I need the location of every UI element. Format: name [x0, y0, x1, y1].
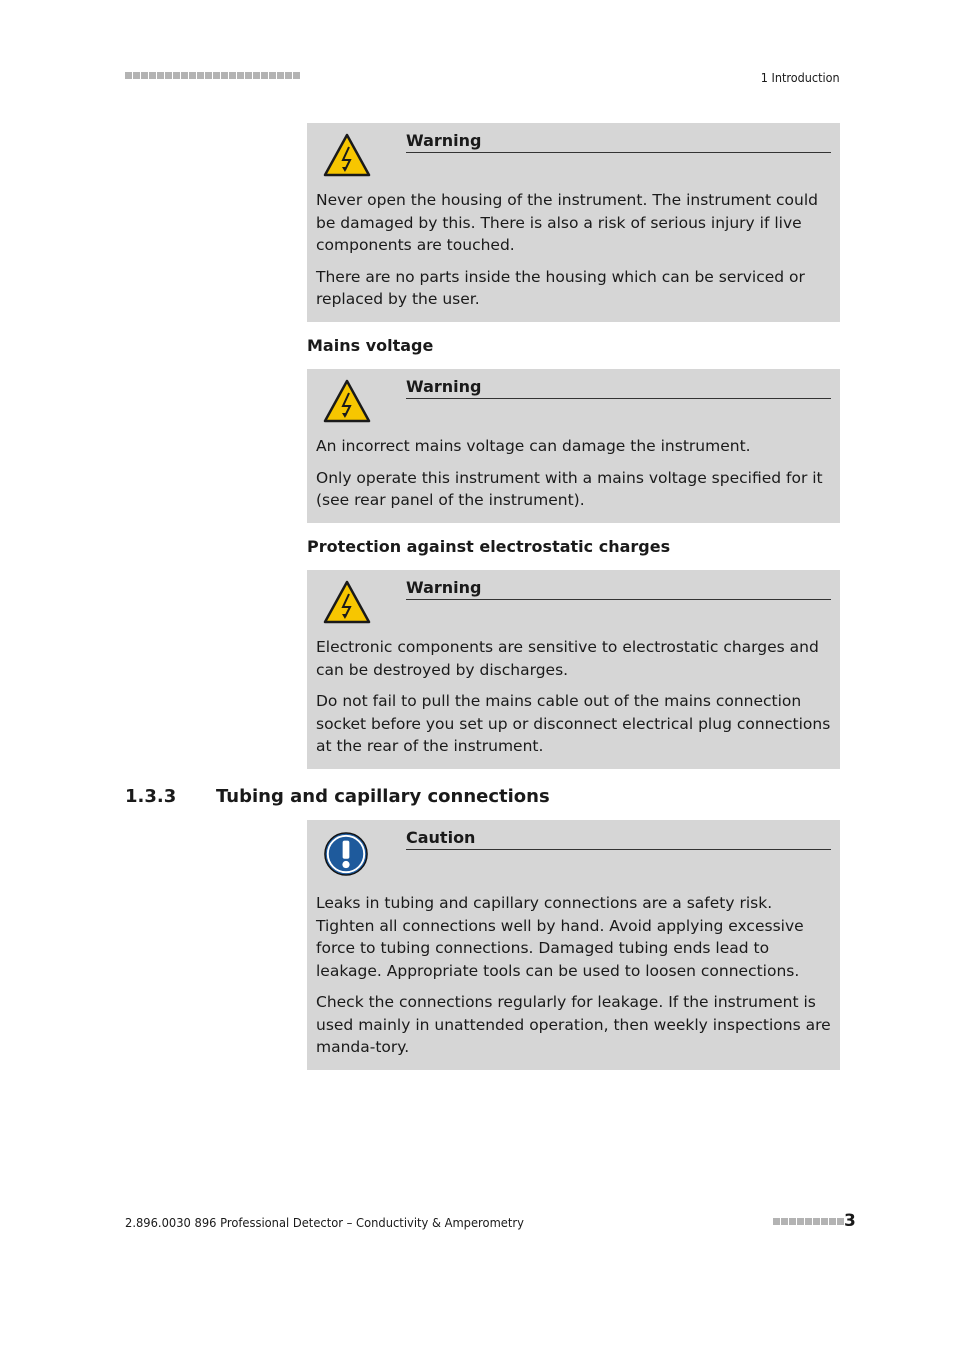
electrical-hazard-icon — [323, 133, 371, 177]
box-paragraph: An incorrect mains voltage can damage the instrument. — [316, 437, 751, 455]
box-title: Caution — [406, 828, 831, 850]
caution-box-tubing — [307, 820, 840, 1070]
footer-document-title: 2.896.0030 896 Professional Detector – Conductivity & Amperometry — [125, 1215, 524, 1230]
box-paragraph: Only operate this instrument with a mains voltage specified for it (see rear panel of the instrument). — [316, 468, 823, 509]
section-number: 1.3.3 — [125, 786, 177, 807]
footer-decoration — [773, 1218, 844, 1225]
subheading-electrostatic: Protection against electrostatic charges — [307, 537, 671, 556]
box-paragraph: There are no parts inside the housing which can be serviced or replaced by the user. — [316, 267, 805, 308]
box-title: Warning — [406, 578, 831, 600]
box-title: Warning — [406, 377, 831, 399]
electrical-hazard-icon — [323, 580, 371, 624]
electrical-hazard-icon — [323, 379, 371, 423]
box-paragraph: Do not fail to pull the mains cable out of the mains connection socket before you set up or disconnect electrical plug connections at the rear of the instrument. — [316, 692, 831, 755]
warning-box-mains-voltage — [307, 369, 840, 523]
box-paragraph: Check the connections regularly for leakage. If the instrument is used mainly in unattended operation, then weekly inspections are manda-tory. — [316, 993, 831, 1056]
subheading-mains-voltage: Mains voltage — [307, 336, 434, 355]
caution-exclamation-icon — [323, 831, 369, 877]
page-number: 3 — [844, 1211, 856, 1231]
warning-box-electrostatic — [307, 570, 840, 769]
running-head: 1 Introduction — [761, 70, 840, 85]
box-paragraph: Electronic components are sensitive to electrostatic charges and can be destroyed by discharges. — [316, 638, 819, 679]
box-paragraph: Never open the housing of the instrument. The instrument could be damaged by this. There is also a risk of serious injury if live components are touched. — [316, 191, 818, 254]
section-heading — [125, 786, 550, 807]
warning-box-housing — [307, 123, 840, 322]
header-decoration — [125, 72, 300, 79]
section-title: Tubing and capillary connections — [216, 786, 550, 807]
box-paragraph: Leaks in tubing and capillary connections are a safety risk. Tighten all connections well by hand. Avoid applying excessive force to tubing connections. Damaged tubing ends lead to leakage. Appropriate tools can be used to loosen connections. — [316, 894, 804, 980]
box-title: Warning — [406, 131, 831, 153]
